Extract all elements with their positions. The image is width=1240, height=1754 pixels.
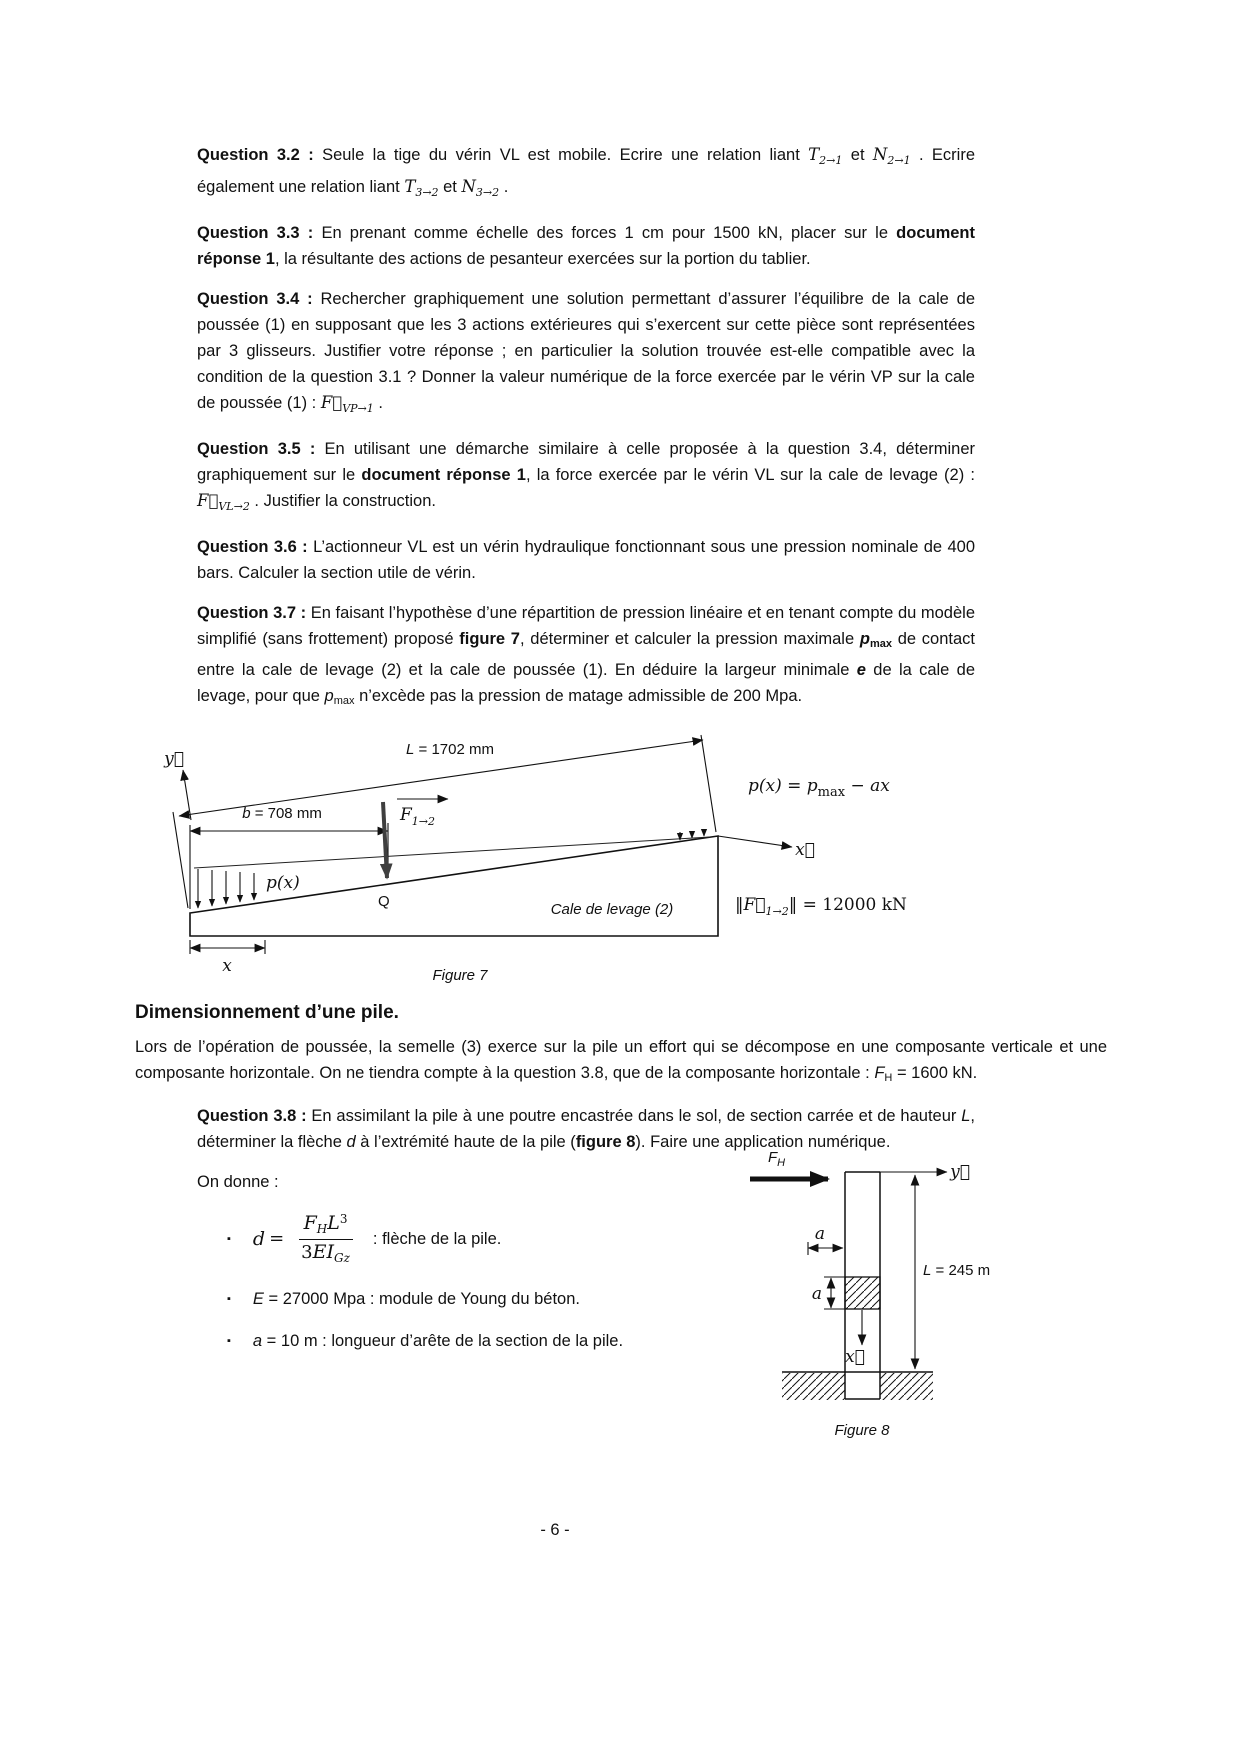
y-axis-arrow [183, 770, 191, 820]
text-segment: Rechercher graphiquement une solution permettant d’assurer l’équilibre de la cale de poussée (1) en supposant que les 3 actions extérieures qui s’exercent sur cette pièce sont représentées par 3 glisseurs. Justifier votre réponse ; en particulier la solution trouvée est-elle compatible avec la condition de la question 3.1 ? Donner la valeur numérique de la force exercée par le vérin VP sur la cale de poussée (1) : [197, 290, 975, 412]
list-item [227, 1328, 697, 1354]
text-segment: 3→2 [415, 186, 439, 199]
list-item [227, 1213, 697, 1266]
dim-L-ext-right [701, 735, 716, 832]
y-axis-label: y⃗ [164, 749, 184, 769]
pressure-equation [748, 776, 890, 800]
given-data-section [197, 1149, 1157, 1481]
text-segment: , la résultante des actions de pesanteur exercées sur la portion du tablier. [274, 250, 811, 268]
formula-description: : flèche de la pile. [372, 1230, 502, 1249]
text-segment: VP→1 [342, 402, 374, 415]
text-segment: document réponse 1 [361, 466, 526, 484]
bullet-icon: ▪ [227, 1292, 231, 1305]
deflection-formula [253, 1213, 501, 1266]
bullet-icon: ▪ [227, 1334, 231, 1347]
question-3-6 [197, 534, 975, 586]
text-segment: 2→1 [819, 154, 843, 167]
given-E [253, 1286, 580, 1312]
text-segment: = 10 m : longueur d’arête de la section de la pile. [262, 1331, 624, 1350]
dim-L-var: L [923, 1262, 932, 1279]
text-segment: max [869, 638, 892, 650]
text-segment: 3→2 [475, 186, 500, 199]
figure-7 [150, 728, 990, 986]
list-item [227, 1286, 697, 1312]
cale-de-levage-label: Cale de levage (2) [550, 901, 674, 918]
text-segment: Question 3.8 : [197, 1107, 312, 1125]
text-segment: Question 3.3 : [197, 224, 322, 242]
text-segment: L’actionneur VL est un vérin hydraulique fonctionnant sous une pression nominale de 400 bars. Calculer la section utile de vérin. [197, 538, 976, 582]
text-segment: . [499, 178, 509, 196]
force-eq-sub: 1→2 [765, 905, 789, 918]
text-segment: , la force exercée par le vérin VL sur la cale de levage (2) : [525, 466, 975, 484]
page-number: - 6 - [540, 1521, 570, 1539]
force-FH-sub: H [777, 1157, 786, 1169]
text-segment: Question 3.5 : [197, 440, 325, 458]
force-eq-bar: ‖ [735, 895, 744, 915]
pressure-eq-sub: max [817, 785, 846, 800]
text-segment: L [961, 1107, 971, 1125]
y-axis-label: y⃗ [950, 1162, 970, 1182]
force-magnitude-equation [735, 895, 907, 918]
formula-den-vars: EI [312, 1240, 334, 1263]
text-segment: En assimilant la pile à une poutre encastrée dans le sol, de section carrée et de hauteur [311, 1107, 962, 1125]
text-segment: de contact entre la cale de levage (2) et la cale de poussée (1). En déduire la largeur minimale [197, 630, 975, 679]
dim-L-value: = 1702 mm [414, 741, 494, 758]
formula-denominator [296, 1240, 355, 1266]
text-segment: p [324, 687, 334, 705]
formula-fraction [296, 1213, 355, 1266]
text-segment: à l’extrémité haute de la pile ( [355, 1133, 576, 1151]
text-segment: document réponse 1 [197, 224, 976, 268]
force-eq-value: ‖ = 12000 kN [788, 895, 907, 915]
formula-den-sub: Gz [334, 1250, 350, 1265]
x-axis-label: x⃗ [795, 840, 815, 860]
text-segment: H [884, 1072, 893, 1084]
text-segment: n’excède pas la pression de matage admissible de 200 Mpa. [354, 687, 803, 705]
text-segment: F [874, 1064, 885, 1082]
pile-cross-section [845, 1277, 880, 1309]
figure-8-caption: Figure 8 [834, 1422, 890, 1439]
text-segment: Seule la tige du vérin VL est mobile. Ecrire une relation liant [322, 146, 809, 164]
text-segment: et [438, 178, 462, 196]
given-list [197, 1213, 697, 1354]
formula-lhs: d [252, 1228, 266, 1251]
x-axis-label: x⃗ [845, 1347, 865, 1367]
text-segment: et [842, 146, 873, 164]
figure-7-drawing [150, 728, 980, 986]
text-segment: e [856, 661, 866, 679]
section-heading-pile: Dimensionnement d’une pile. [135, 1002, 399, 1023]
formula-num-exp: 3 [339, 1212, 348, 1226]
text-segment: T [808, 145, 820, 164]
dim-b-value: = 708 mm [250, 805, 322, 822]
force-F12-label [399, 805, 435, 828]
dim-L-label [406, 741, 494, 758]
text-segment: F⃗ [197, 491, 219, 510]
text-segment: N [872, 145, 888, 164]
text-segment: VL→2 [218, 500, 250, 513]
text-segment: Lors de l’opération de poussée, la semelle (3) exerce sur la pile un effort qui se décompose en une composante verticale et une composante horizontale. On ne tiendra compte à la question 3.8, que de la composante horizontale : [135, 1038, 1107, 1082]
question-3-3 [197, 220, 975, 272]
text-segment: , déterminer et calculer la pression maximale [519, 630, 860, 648]
text-segment: = 1600 kN. [892, 1064, 978, 1082]
text-segment: 2→1 [887, 154, 911, 167]
text-segment: En faisant l’hypothèse d’une répartition de pression linéaire et en tenant compte du modèle simplifié (sans frottement) proposé [197, 604, 976, 648]
dim-L-label [923, 1262, 990, 1279]
dim-b-var: b [242, 805, 251, 822]
question-3-2 [197, 142, 975, 206]
pressure-eq-rhs: − ax [845, 776, 890, 796]
force-eq-F: F⃗ [743, 895, 766, 915]
x-axis-arrow [718, 836, 792, 847]
point-Q-label: Q [378, 893, 390, 910]
force-F12-base: F [400, 805, 412, 825]
question-3-4 [197, 286, 975, 422]
dim-L-ext-left [173, 812, 188, 908]
formula-num-F: F [303, 1212, 317, 1234]
text-segment: T [404, 177, 416, 196]
figure-8 [720, 1147, 1010, 1447]
figure-7-caption: Figure 7 [432, 967, 488, 984]
text-segment: N [461, 177, 476, 196]
formula-numerator [299, 1213, 353, 1240]
text-segment: Question 3.6 : [197, 538, 314, 556]
formula-den-coef: 3 [301, 1241, 313, 1263]
text-segment: En utilisant une démarche similaire à celle proposée à la question 3.4, déterminer graphiquement sur le [197, 440, 975, 484]
text-segment: = 27000 Mpa : module de Young du béton. [263, 1289, 580, 1308]
formula-num-L: L [327, 1212, 340, 1234]
on-donne-label: On donne : [197, 1173, 279, 1191]
force-FH-base: F [768, 1149, 778, 1166]
text-segment: F⃗ [320, 393, 343, 412]
ground-hatch-right [880, 1373, 933, 1400]
text-segment: p [859, 630, 870, 648]
dim-b-label [242, 805, 322, 822]
pile-intro-paragraph [135, 1034, 1107, 1091]
text-segment: . [373, 394, 383, 412]
dim-a-top-label: a [814, 1224, 826, 1244]
text-segment: ). Faire une application numérique. [635, 1133, 891, 1151]
formula-equals: = [269, 1228, 285, 1250]
force-F12-sub: 1→2 [411, 815, 436, 828]
text-segment: , déterminer la flèche [197, 1107, 976, 1151]
ground-hatch-left [782, 1373, 845, 1400]
pressure-eq-lhs: p(x) = p [748, 776, 818, 796]
text-segment: max [333, 695, 355, 707]
dim-L-value: = 245 m [931, 1262, 991, 1279]
question-3-7 [197, 600, 975, 714]
text-segment: . Justifier la construction. [249, 492, 436, 510]
text-segment: . Ecrire également une relation liant [197, 146, 976, 196]
text-segment: figure 8 [575, 1133, 636, 1151]
dim-L-var: L [406, 741, 415, 758]
dim-x-label: x [222, 956, 232, 976]
force-FH-label [768, 1149, 785, 1169]
bullet-icon: ▪ [227, 1233, 231, 1246]
text-segment: Question 3.7 : [197, 604, 311, 622]
text-segment: Question 3.4 : [197, 290, 321, 308]
dim-a-side-label: a [811, 1284, 823, 1304]
pressure-p-label: p(x) [266, 873, 300, 893]
figure-8-drawing [720, 1147, 1010, 1447]
formula-num-sub: H [316, 1222, 328, 1236]
text-segment: Question 3.2 : [197, 146, 323, 164]
text-segment: En prenant comme échelle des forces 1 cm pour 1500 kN, placer sur le [321, 224, 897, 242]
given-a [253, 1328, 623, 1354]
text-segment: figure 7 [459, 630, 520, 648]
text-segment: a [252, 1331, 263, 1350]
text-segment: d [346, 1133, 356, 1151]
text-segment: de la cale de levage, pour que [197, 661, 976, 705]
force-F12-arrow [383, 802, 387, 878]
question-3-5 [197, 436, 975, 520]
text-segment: E [252, 1289, 264, 1308]
